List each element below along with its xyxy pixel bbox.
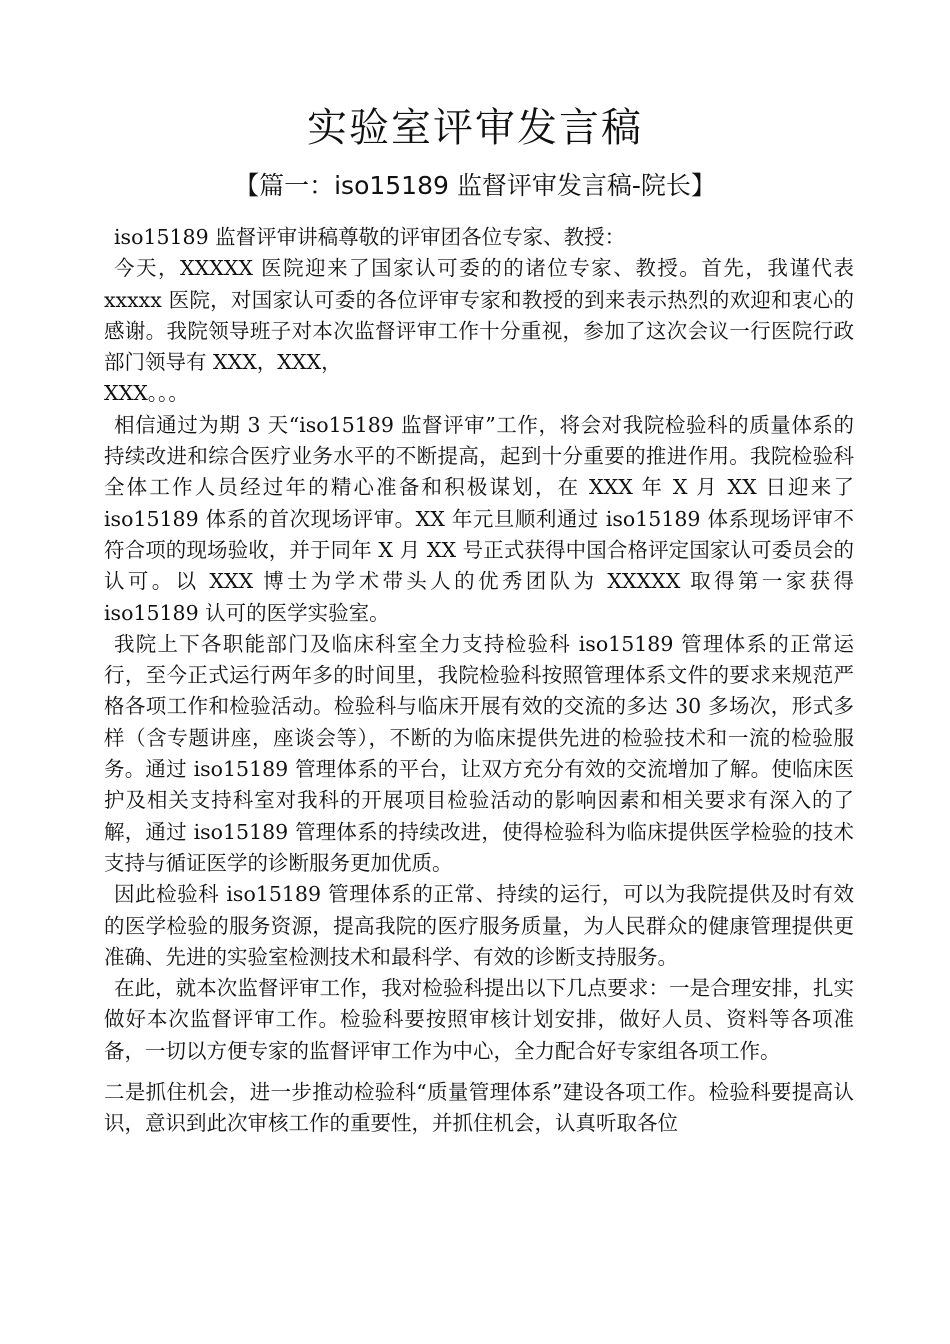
paragraph-review-background: 相信通过为期 3 天“iso15189 监督评审”工作，将会对我院检验科的质量体系的持续改进和综合医疗业务水平的不断提高，起到十分重要的推进作用。我院检验科全体工作人员经过年的精心准备和积极谋划，在 XXX 年 X 月 XX 日迎来了 iso15189 体系的首次现场评审。XX 年元旦顺利通过 iso15189 体系现场评审不符合项的现场验收，并于同年 X 月 XX 号正式获得中国合格评定国家认可委员会的认可。以 XXX 博士为学术带头人的优秀团队为 XXXXX 取得第一家获得 iso15189 认可的医学实验室。 bbox=[104, 412, 854, 625]
paragraph-attendees: XXX。。。 bbox=[104, 381, 189, 406]
paragraph-welcome: 今天，XXXXX 医院迎来了国家认可委的的诸位专家、教授。首先，我谨代表 xxxxx 医院，对国家认可委的各位评审专家和教授的到来表示热烈的欢迎和衷心的感谢。我院领导班子对本次监督评审工作十分重视，参加了这次会议一行医院行政部门领导有 XXX，XXX， bbox=[104, 256, 854, 375]
document-subtitle: 【篇一：iso15189 监督评审发言稿-院长】 bbox=[234, 171, 716, 200]
paragraph-system-operation: 我院上下各职能部门及临床科室全力支持检验科 iso15189 管理体系的正常运行，至今正式运行两年多的时间里，我院检验科按照管理体系文件的要求来规范严格各项工作和检验活动。检验科与临床开展有效的交流的多达 30 多场次，形式多样（含专题讲座，座谈会等），不断的为临床提供先进的检验技术和一流的检验服务。通过 iso15189 管理体系的平台，让双方充分有效的交流增加了解。使临床医护及相关支持科室对我科的开展项目检验活动的影响因素和相关要求有深入的了解，通过 iso15189 管理体系的持续改进，使得检验科为临床提供医学检验的技术支持与循证医学的诊断服务更加优质。 bbox=[104, 631, 854, 875]
paragraph-requirement-two: 二是抓住机会，进一步推动检验科“质量管理体系”建设各项工作。检验科要提高认识，意识到此次审核工作的重要性，并抓住机会，认真听取各位 bbox=[104, 1080, 854, 1136]
document-title: 实验室评审发言稿 bbox=[307, 105, 643, 151]
paragraph-greeting: iso15189 监督评审讲稿尊敬的评审团各位专家、教授： bbox=[114, 225, 626, 249]
paragraph-requirement-one: 在此，就本次监督评审工作，我对检验科提出以下几点要求：一是合理安排，扎实做好本次监督评审工作。检验科要按照审核计划安排，做好人员、资料等各项准备，一切以方便专家的监督评审工作为中心，全力配合好专家组各项工作。 bbox=[104, 976, 854, 1063]
paragraph-significance: 因此检验科 iso15189 管理体系的正常、持续的运行，可以为我院提供及时有效的医学检验的服务资源，提高我院的医疗服务质量，为人民群众的健康管理提供更准确、先进的实验室检测技术和最科学、有效的诊断支持服务。 bbox=[104, 882, 854, 969]
document-body bbox=[104, 222, 854, 1140]
